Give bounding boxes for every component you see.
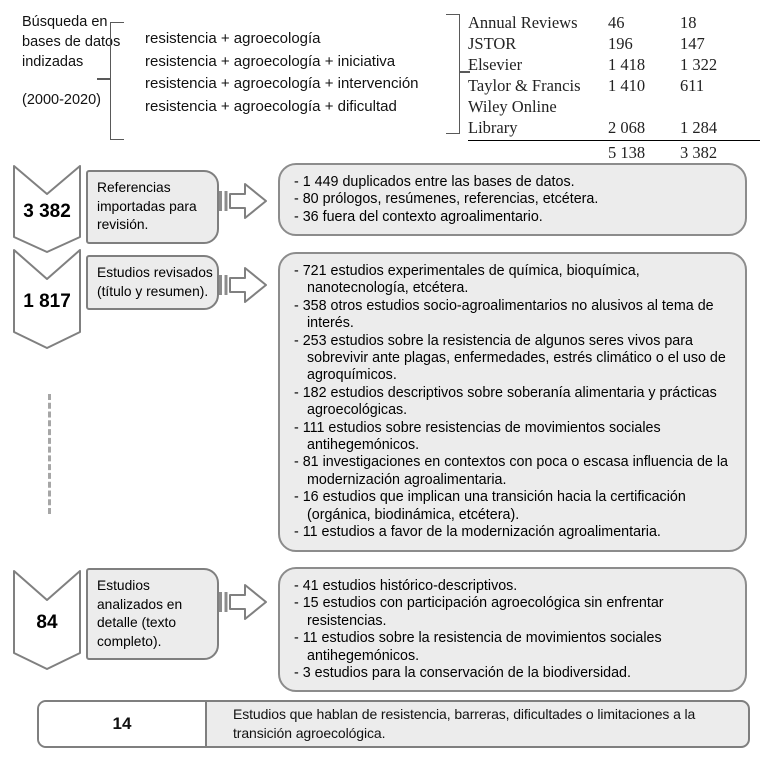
- chevron-badge-1: [13, 165, 81, 253]
- exclusion-box-3: [278, 567, 747, 692]
- chevron-count: 84: [36, 612, 58, 633]
- chevron-count: 3 382: [23, 201, 71, 222]
- table-total-row: [468, 140, 760, 163]
- search-period: (2000-2020): [22, 92, 101, 108]
- keyword-list: [145, 28, 419, 118]
- db-name: Elsevier: [468, 55, 523, 74]
- exclusion-item: - 3 estudios para la conservación de la biodiversidad.: [294, 665, 631, 682]
- db-found: 196: [608, 34, 633, 53]
- exclusion-item: - 721 estudios experimentales de química, bioquímica, nanotecnología, etcétera.: [294, 263, 640, 297]
- left-bracket-tick: [97, 78, 111, 80]
- stage-box-2: [86, 255, 219, 310]
- exclusion-item: - 16 estudios que implican una transición hacia la certificación (orgánica, biodinámica, etcétera).: [294, 489, 686, 523]
- db-selected: 1 322: [680, 55, 718, 74]
- final-result-box: [37, 700, 750, 748]
- keyword-item: resistencia + agroecología + iniciativa: [145, 52, 396, 70]
- striped-arrow-icon: [217, 262, 269, 308]
- dashed-connector: [48, 394, 51, 514]
- exclusion-item: - 1 449 duplicados entre las bases de datos.: [294, 174, 575, 190]
- chevron-badge-3: [13, 570, 81, 670]
- exclusion-item: - 358 otros estudios socio-agroalimentarios no alusivos al tema de interés.: [294, 297, 714, 332]
- exclusion-item: - 182 estudios descriptivos sobre soberanía alimentaria y prácticas agroecológicas.: [294, 384, 717, 419]
- total-found: 5 138: [608, 143, 646, 162]
- db-found: 46: [608, 13, 625, 32]
- exclusion-item: - 80 prólogos, resúmenes, referencias, etcétera.: [294, 191, 599, 208]
- chevron-badge-2: [13, 249, 81, 349]
- db-selected: 18: [680, 13, 697, 32]
- final-description: [207, 702, 748, 746]
- exclusion-box-1: [278, 163, 747, 236]
- keyword-item: resistencia + agroecología + intervención: [145, 75, 419, 92]
- table-row: [468, 33, 760, 54]
- table-row: [468, 54, 760, 75]
- db-name: Taylor & Francis: [468, 76, 581, 95]
- final-description-text: Estudios que hablan de resistencia, barreras, dificultades o limitaciones a la transición agroecológica.: [233, 706, 696, 741]
- exclusion-item: - 15 estudios con participación agroecológica sin enfrentar resistencias.: [294, 595, 664, 629]
- stage-box-1: [86, 170, 219, 244]
- db-selected: 147: [680, 34, 705, 53]
- db-found: 1 418: [608, 55, 646, 74]
- stage-label: Estudios analizados en detalle (texto completo).: [97, 578, 183, 649]
- exclusion-item: - 11 estudios sobre la resistencia de movimientos sociales antihegemónicos.: [294, 630, 662, 664]
- exclusion-box-2: [278, 252, 747, 552]
- right-bracket: [446, 14, 460, 134]
- db-name: JSTOR: [468, 34, 517, 53]
- exclusion-item: - 36 fuera del contexto agroalimentario.: [294, 208, 543, 225]
- db-found: 1 410: [608, 76, 646, 95]
- exclusion-item: - 11 estudios a favor de la modernización agroalimentaria.: [294, 524, 661, 541]
- table-row: [468, 96, 760, 138]
- striped-arrow-icon: [217, 178, 269, 224]
- stage-label: Estudios revisados (título y resumen).: [97, 265, 213, 299]
- db-name: Annual Reviews: [468, 13, 578, 32]
- striped-arrow-icon: [217, 579, 269, 625]
- exclusion-item: - 111 estudios sobre resistencias de movimientos sociales antihegemónicos.: [294, 419, 661, 454]
- left-bracket: [110, 22, 124, 140]
- stage-box-3: [86, 568, 219, 660]
- database-table: [468, 12, 760, 163]
- keyword-item: resistencia + agroecología + dificultad: [145, 97, 397, 115]
- db-selected: 1 284: [680, 118, 718, 137]
- db-name: Wiley Online Library: [468, 97, 557, 137]
- stage-label: Referencias importadas para revisión.: [97, 180, 197, 232]
- exclusion-item: - 81 investigaciones en contextos con poca o escasa influencia de la modernización agroalimentaria.: [294, 454, 728, 488]
- chevron-count: 1 817: [23, 291, 71, 312]
- final-count: 14: [39, 702, 207, 746]
- exclusion-item: - 41 estudios histórico-descriptivos.: [294, 578, 518, 594]
- table-row: [468, 12, 760, 33]
- total-selected: 3 382: [680, 143, 718, 162]
- search-label: Búsqueda en bases de datos indizadas: [22, 14, 121, 70]
- table-row: [468, 75, 760, 96]
- db-selected: 611: [680, 76, 705, 95]
- keyword-item: resistencia + agroecología: [145, 30, 321, 47]
- db-found: 2 068: [608, 118, 646, 137]
- exclusion-item: - 253 estudios sobre la resistencia de algunos seres vivos para sobrevivir ante plagas, enfermedades, estrés climático o el uso de agroquímicos.: [294, 332, 726, 384]
